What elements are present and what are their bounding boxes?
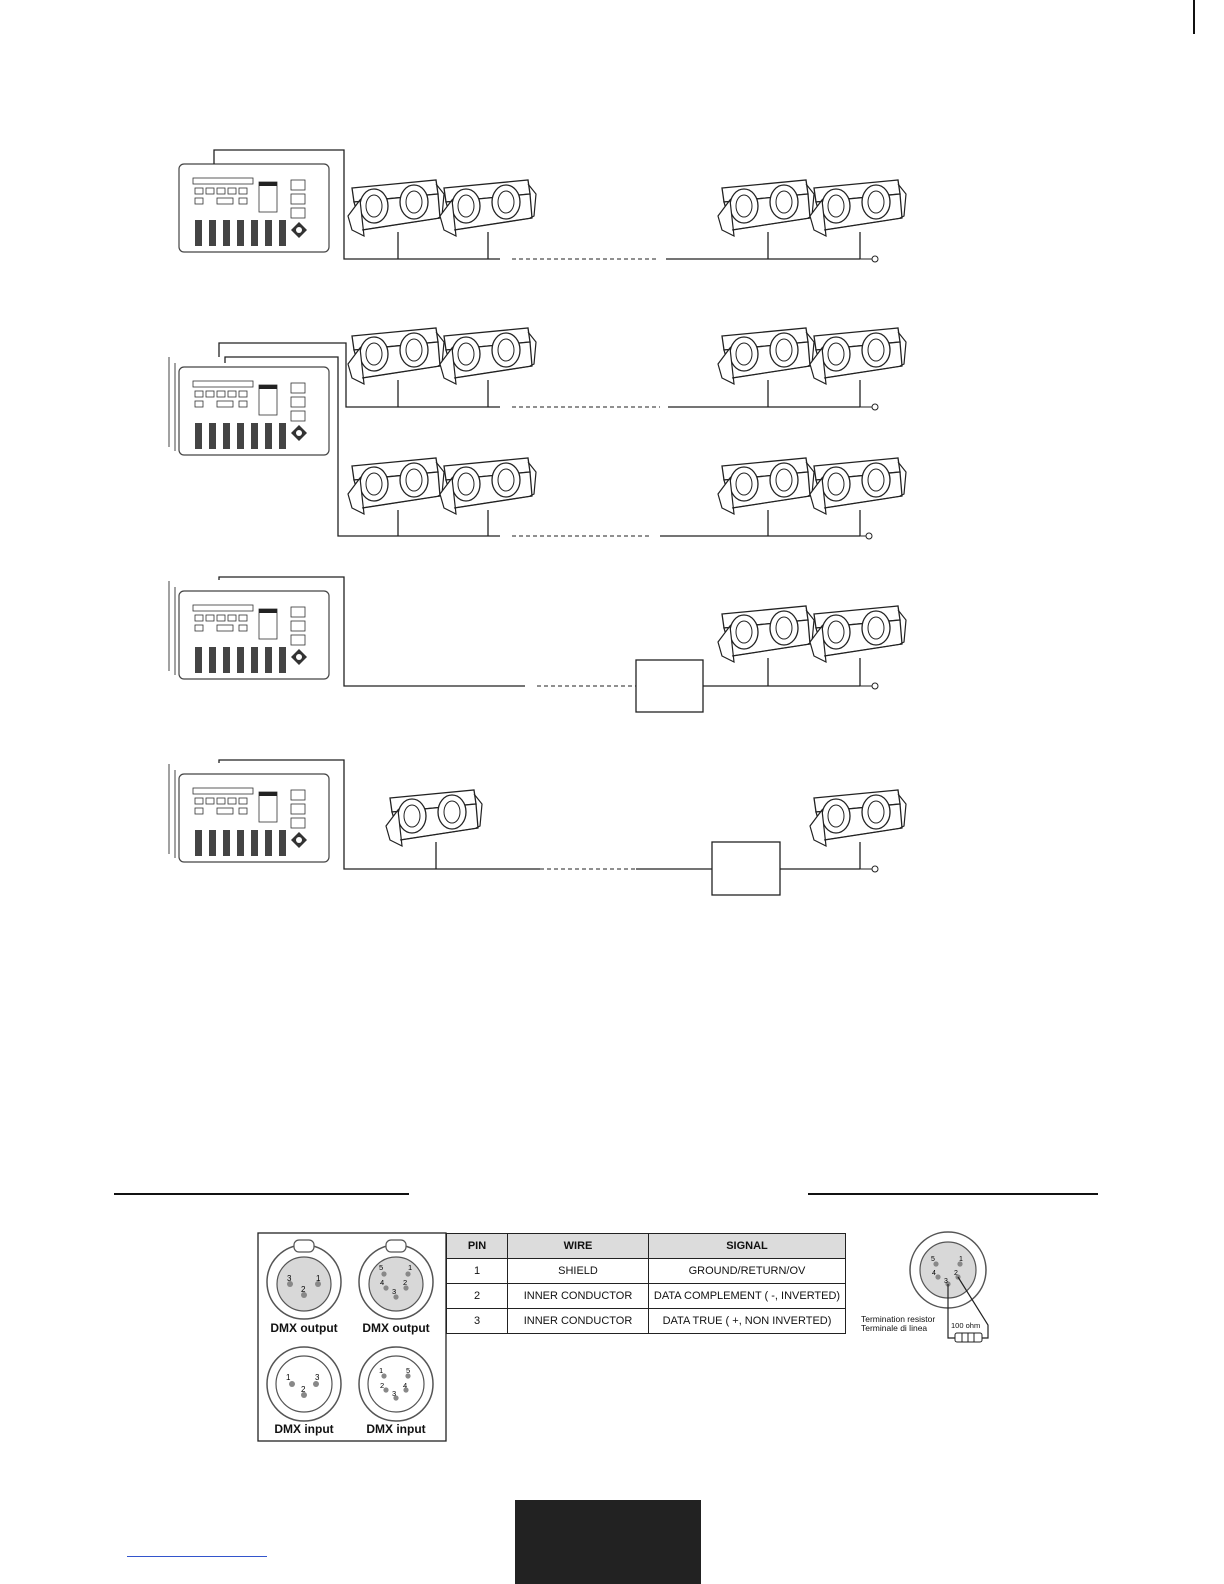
dmx-console xyxy=(169,357,329,455)
fixture-1 xyxy=(386,790,482,846)
pin-number: 4 xyxy=(932,1270,936,1277)
signal-cell: GROUND/RETURN/OV xyxy=(649,1259,846,1284)
setup-1 xyxy=(179,150,906,262)
pin-number: 2 xyxy=(301,1385,306,1394)
fixture-2 xyxy=(440,328,536,384)
pin-number: 1 xyxy=(408,1263,413,1272)
pin-number: 2 xyxy=(301,1285,306,1294)
terminator xyxy=(872,866,878,872)
fixture-2 xyxy=(810,606,906,662)
page-tab xyxy=(515,1500,701,1584)
fixture-1 xyxy=(718,606,814,662)
terminator xyxy=(866,533,872,539)
pin-number: 5 xyxy=(931,1256,935,1263)
fixture-7 xyxy=(718,458,814,514)
pin-number: 4 xyxy=(403,1381,408,1390)
pin-number: 3 xyxy=(944,1278,948,1285)
terminator xyxy=(872,256,878,262)
fixture-4 xyxy=(810,180,906,236)
resistor-value: 100 ohm xyxy=(951,1321,981,1330)
pin-number: 1 xyxy=(316,1274,321,1283)
fixture-2 xyxy=(810,790,906,846)
pin-number: 3 xyxy=(392,1389,397,1398)
section-rule-right xyxy=(808,1193,1098,1195)
pin-table xyxy=(446,1233,846,1334)
signal-cell: DATA COMPLEMENT ( -, INVERTED) xyxy=(649,1284,846,1309)
pin-number: 2 xyxy=(954,1270,958,1277)
terminator xyxy=(872,404,878,410)
connector-label: DMX output xyxy=(270,1321,338,1335)
pin-number: 3 xyxy=(392,1287,397,1296)
termination-label-it: Terminale di linea xyxy=(861,1323,928,1333)
signal-cell: DATA TRUE ( +, NON INVERTED) xyxy=(649,1309,846,1334)
fixture-4 xyxy=(810,328,906,384)
dmx-box xyxy=(636,660,703,712)
wire-cell: INNER CONDUCTOR xyxy=(508,1284,649,1309)
pin-number: 5 xyxy=(406,1366,411,1375)
fixture-3 xyxy=(718,328,814,384)
connector-label: DMX output xyxy=(362,1321,430,1335)
setup-2 xyxy=(169,328,906,539)
termination-label-en: Termination resistor xyxy=(861,1314,936,1324)
pin-number: 1 xyxy=(959,1256,963,1263)
column-header: PIN xyxy=(447,1234,508,1259)
dmx-console xyxy=(169,581,329,679)
pin-cell: 2 xyxy=(447,1284,508,1309)
pin-number: 3 xyxy=(287,1274,292,1283)
fixture-1 xyxy=(348,180,444,236)
dmx-input-5pin-connector xyxy=(359,1347,433,1421)
fixture-1 xyxy=(348,328,444,384)
fixture-6 xyxy=(440,458,536,514)
pin-cell: 3 xyxy=(447,1309,508,1334)
table-row xyxy=(447,1309,846,1334)
wire-cell: INNER CONDUCTOR xyxy=(508,1309,649,1334)
pin-cell: 1 xyxy=(447,1259,508,1284)
table-header-row xyxy=(447,1234,846,1259)
dmx-box xyxy=(712,842,780,895)
wire-cell: SHIELD xyxy=(508,1259,649,1284)
pin-number: 1 xyxy=(286,1373,291,1382)
setup-3 xyxy=(169,577,906,712)
connector-label: DMX input xyxy=(366,1422,426,1436)
dmx-console xyxy=(179,164,329,252)
setup-4 xyxy=(169,760,906,895)
dmx-input-3pin-connector xyxy=(267,1347,341,1421)
terminator xyxy=(872,683,878,689)
table-row xyxy=(447,1284,846,1309)
footer-link-underline xyxy=(127,1556,267,1557)
pin-number: 2 xyxy=(380,1381,385,1390)
dmx-console xyxy=(169,764,329,862)
pin-number: 3 xyxy=(315,1373,320,1382)
column-header: SIGNAL xyxy=(649,1234,846,1259)
fixture-8 xyxy=(810,458,906,514)
pin-number: 5 xyxy=(379,1263,384,1272)
table-row xyxy=(447,1259,846,1284)
connector-label: DMX input xyxy=(274,1422,334,1436)
pin-number: 2 xyxy=(403,1278,408,1287)
column-header: WIRE xyxy=(508,1234,649,1259)
pin-number: 4 xyxy=(380,1278,385,1287)
fixture-2 xyxy=(440,180,536,236)
fixture-5 xyxy=(348,458,444,514)
section-rule-left xyxy=(114,1193,409,1195)
pin-number: 1 xyxy=(379,1366,384,1375)
fixture-3 xyxy=(718,180,814,236)
connector-panel xyxy=(258,1233,446,1441)
